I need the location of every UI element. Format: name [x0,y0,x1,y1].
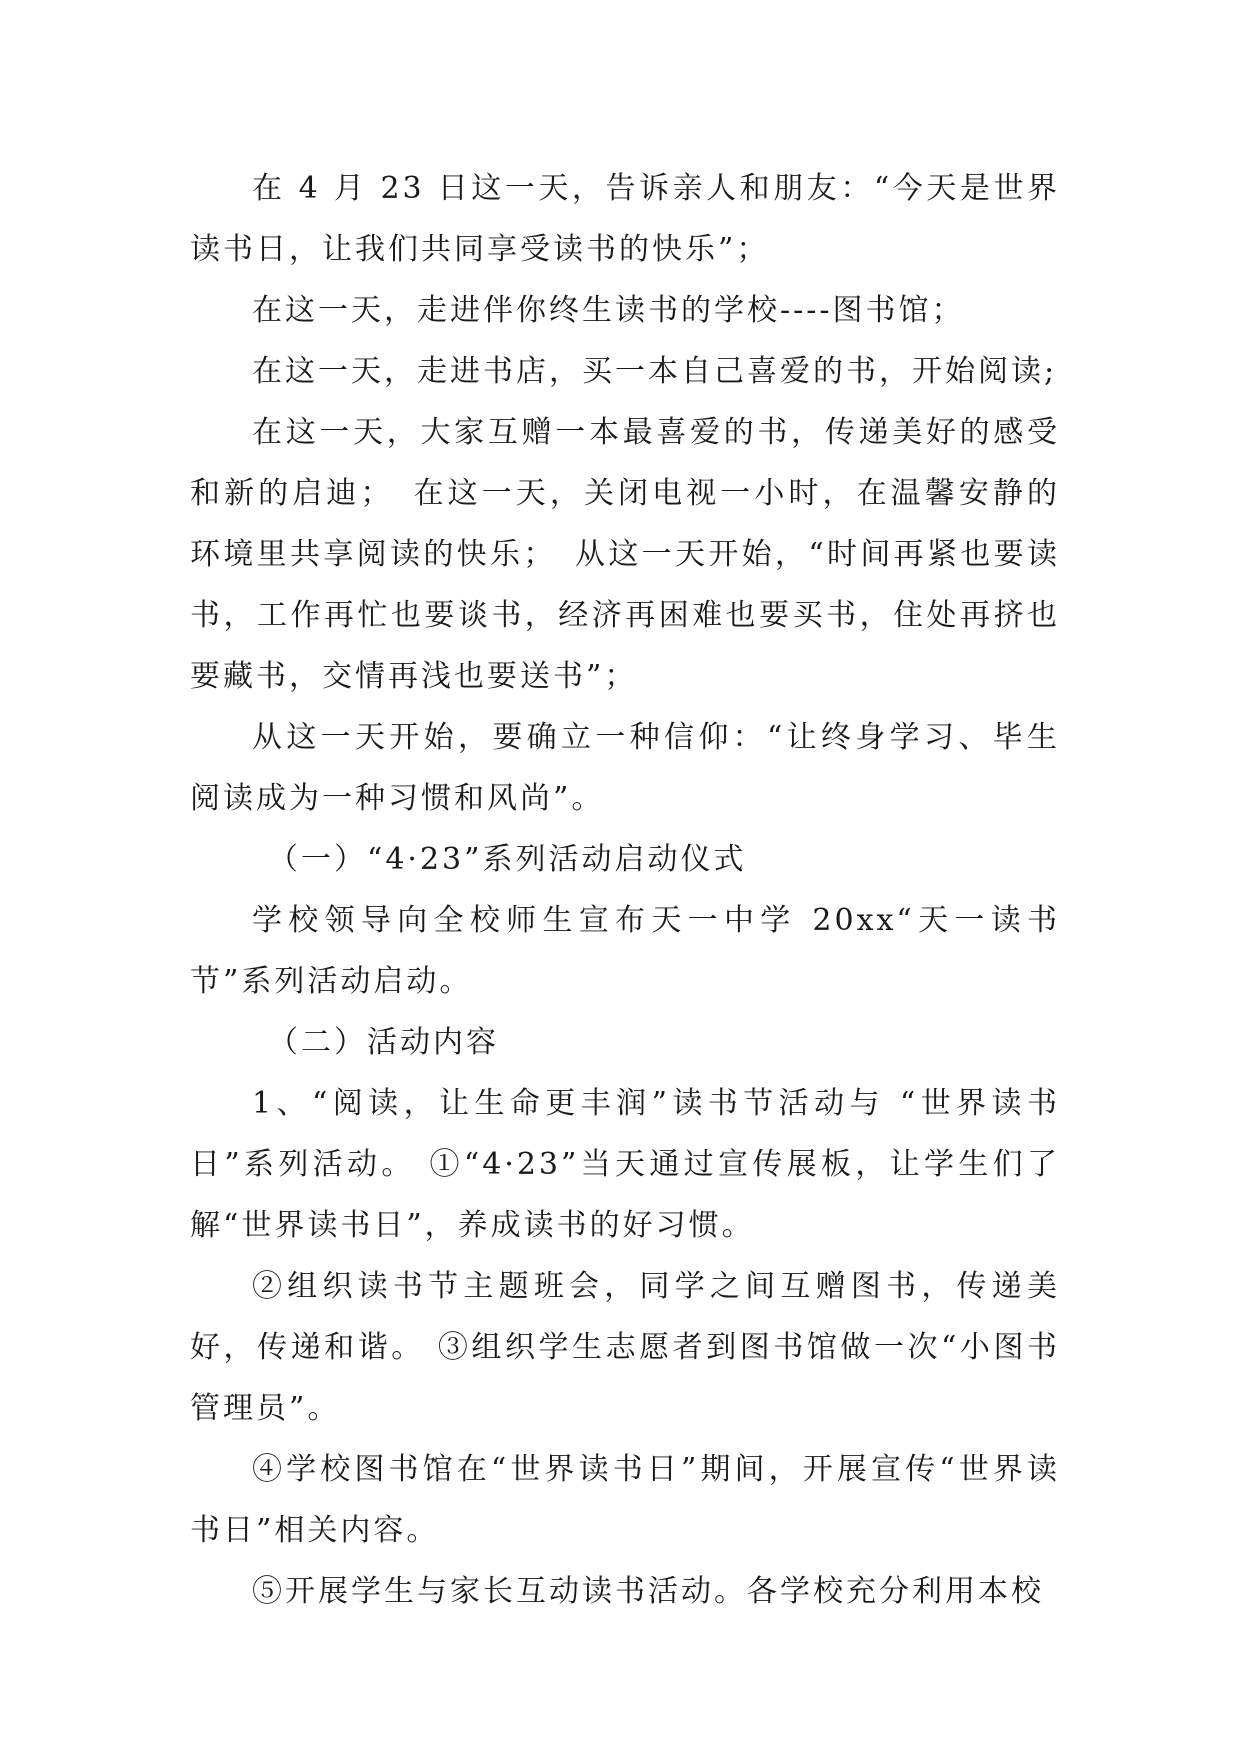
paragraph-activity-1: 1、“阅读，让生命更丰润”读书节活动与 “世界读书日”系列活动。 ①“4·23”当天通过宣传展板，让学生们了解“世界读书日”，养成读书的好习惯。 [190,1086,1060,1243]
paragraph-activity-2: ②组织读书节主题班会，同学之间互赠图书，传递美好，传递和谐。 ③组织学生志愿者到图书馆做一次“小图书管理员”。 [190,1269,1060,1426]
paragraph-activity-5: ⑤开展学生与家长互动读书活动。各学校充分利用本校 [252,1574,1044,1609]
paragraph-belief: 从这一天开始，要确立一种信仰：“让终身学习、毕生阅读成为一种习惯和风尚”。 [190,720,1060,816]
paragraph-world-book-day: 在 4 月 23 日这一天，告诉亲人和朋友：“今天是世界读书日，让我们共同享受读书的快乐”； [190,171,1060,267]
paragraph-activity-4: ④学校图书馆在“世界读书日”期间，开展宣传“世界读书日”相关内容。 [190,1452,1060,1548]
paragraph-exchange-books: 在这一天，大家互赠一本最喜爱的书，传递美好的感受和新的启迪； 在这一天，关闭电视一小时，在温馨安静的环境里共享阅读的快乐； 从这一天开始，“时间再紧也要读书，工作再忙也要谈书，经济再困难也要买书，住处再挤也要藏书，交情再浅也要送书”； [190,415,1060,694]
document-body [190,158,1060,1622]
section-heading-content: （二）活动内容 [268,1025,499,1060]
paragraph-library: 在这一天，走进伴你终生读书的学校----图书馆； [252,293,965,328]
section-heading-launch: （一）“4·23”系列活动启动仪式 [268,842,747,877]
paragraph-announcement: 学校领导向全校师生宣布天一中学 20xx“天一读书节”系列活动启动。 [190,903,1060,999]
paragraph-bookstore: 在这一天，走进书店，买一本自己喜爱的书，开始阅读; [252,354,1058,389]
